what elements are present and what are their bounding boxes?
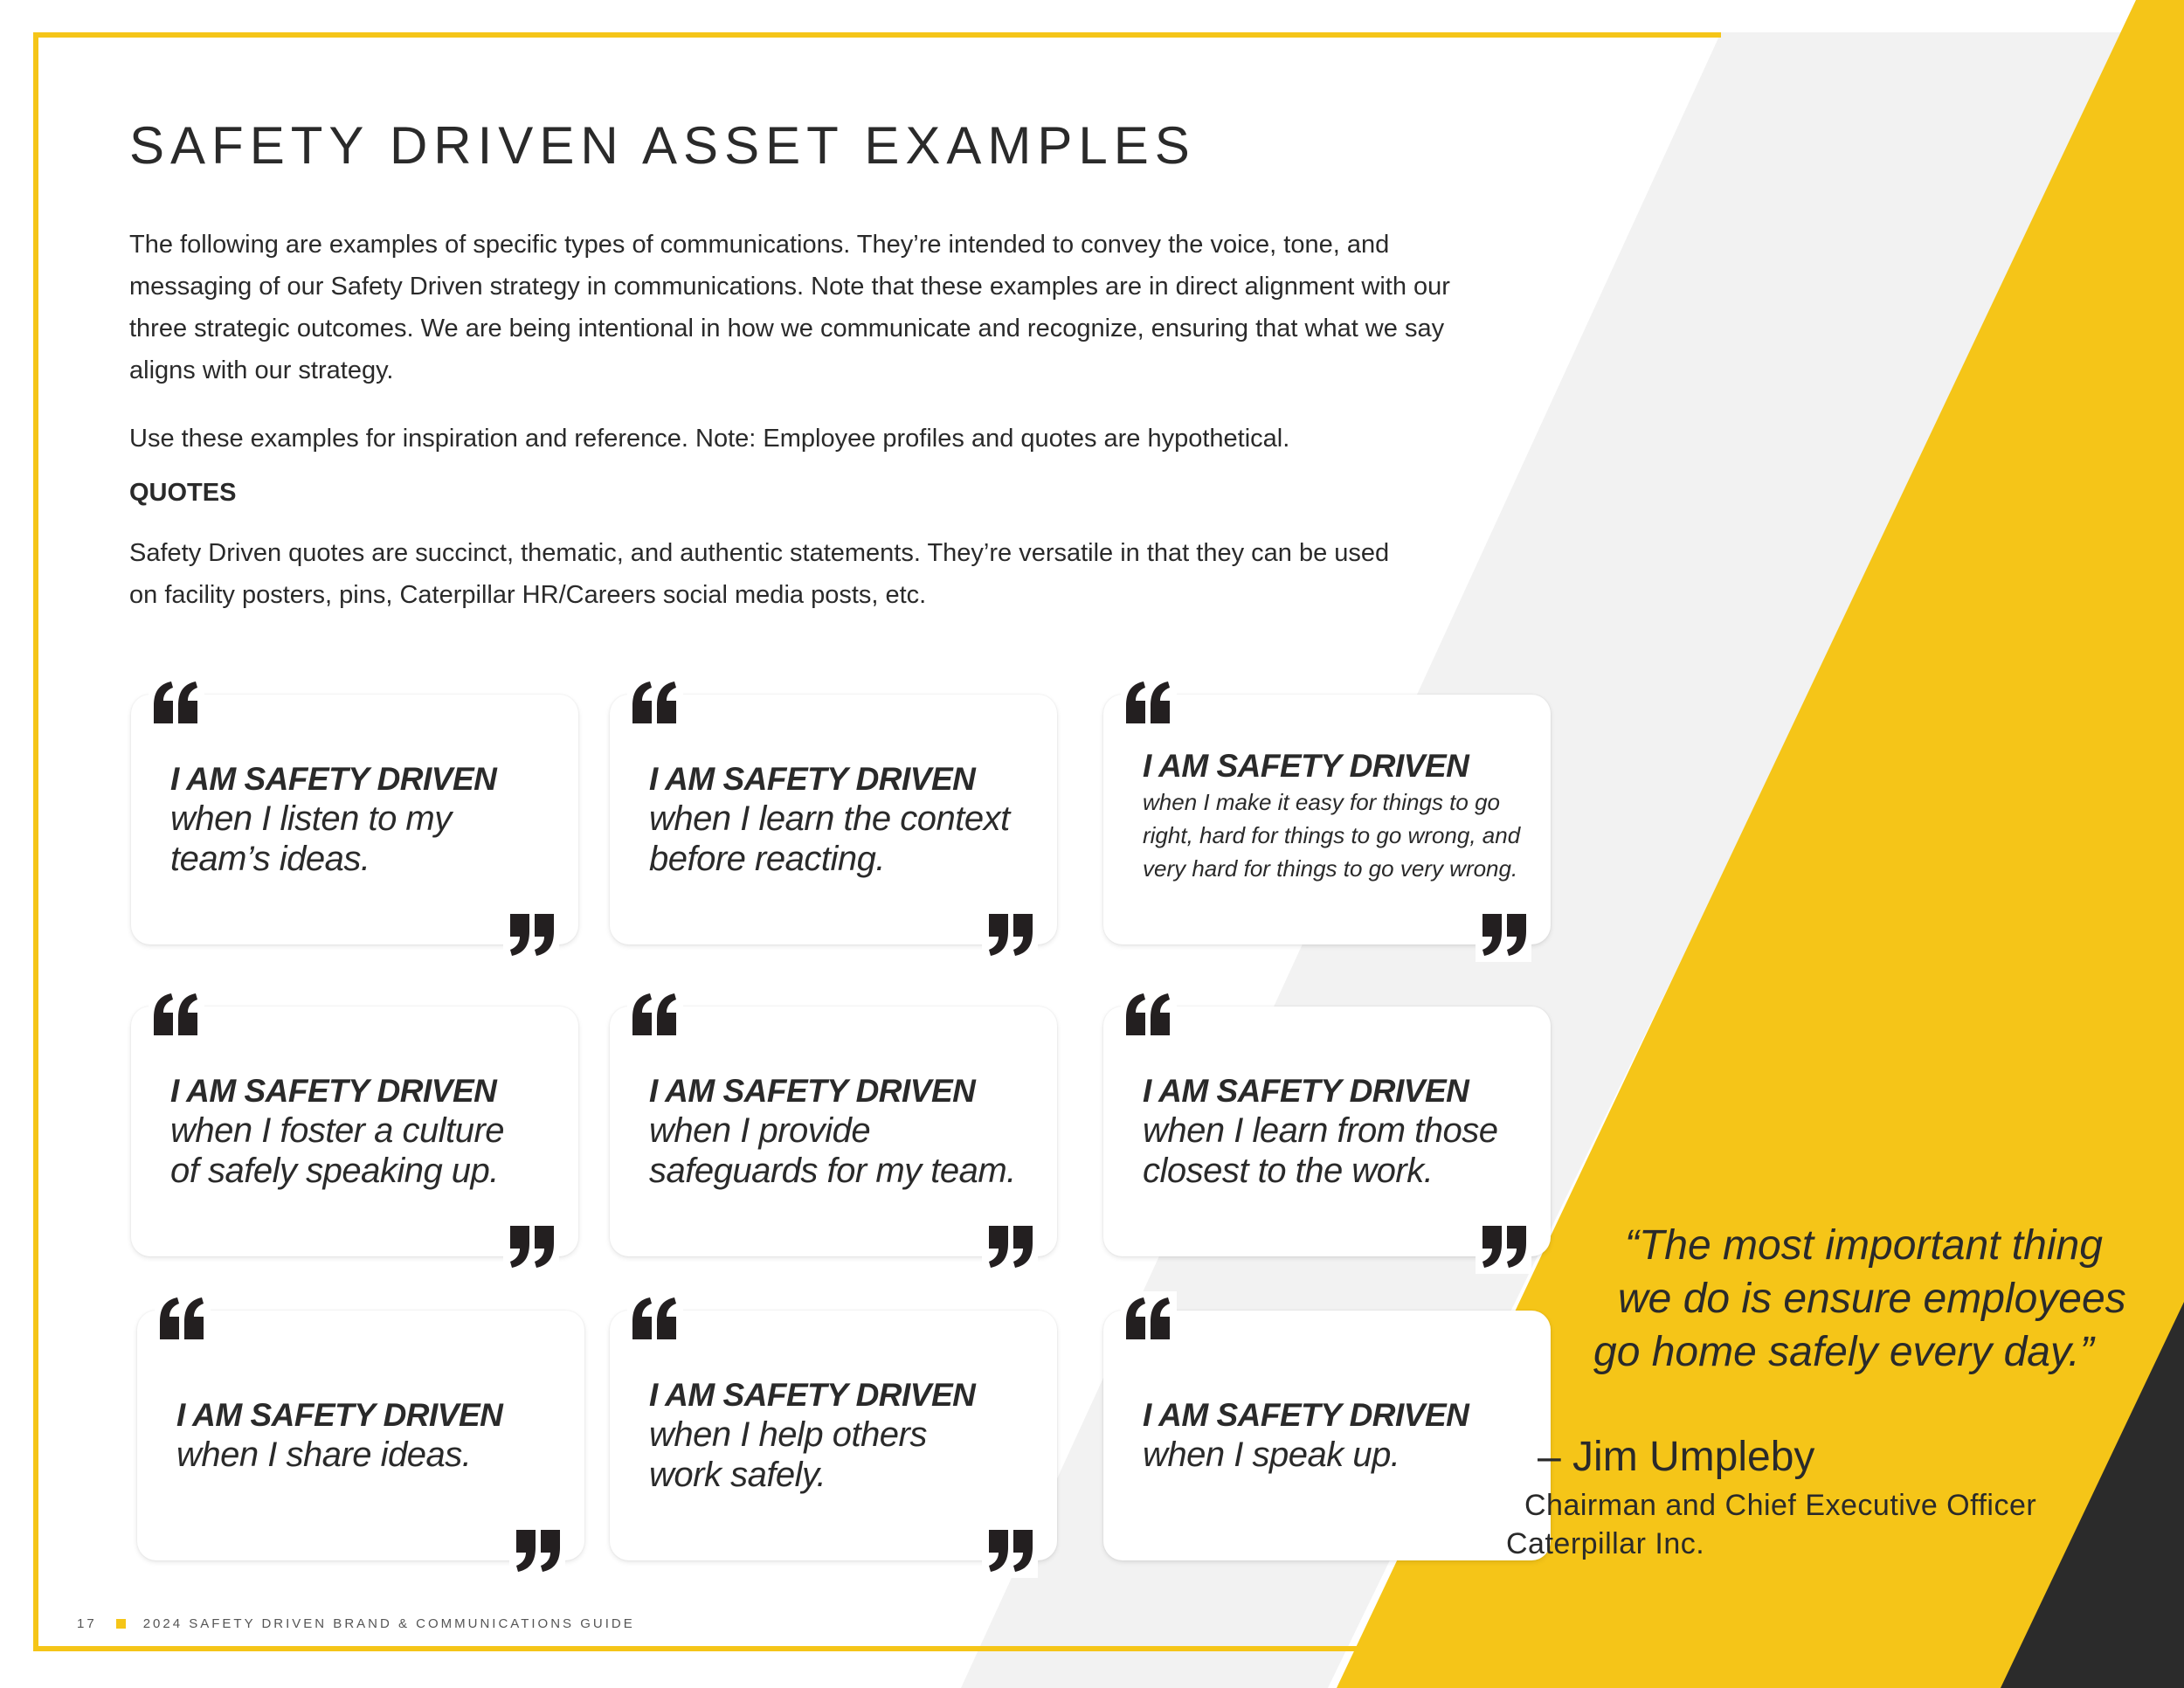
usage-note: Use these examples for inspiration and reference. Note: Employee profiles and quotes are hypothetical. [129, 425, 1290, 453]
quote-card-head: I AM SAFETY DRIVEN [1143, 1073, 1469, 1109]
quote-card-body: when I speak up. [1143, 1435, 1400, 1474]
footer-square-icon [116, 1619, 126, 1629]
quote-card-head: I AM SAFETY DRIVEN [176, 1397, 503, 1433]
close-quote-glyph [985, 1528, 1034, 1574]
quote-card-body: when I help others work safely. [649, 1415, 927, 1494]
intro-paragraph: The following are examples of specific types of communications. They’re intended to convey the voice, tone, and messaging of our Safety Driven strategy in communications. Note that these examples are in direct alignment with our three strategic outcomes. We are being intentional in how we communicate and recognize, ensuring that what we say aligns with our strategy. [129, 231, 1450, 384]
quote-card-text [176, 1311, 558, 1560]
quote-card-head: I AM SAFETY DRIVEN [1143, 1397, 1469, 1433]
quote-card-5 [610, 1007, 1057, 1256]
guide-name: 2024 SAFETY DRIVEN BRAND & COMMUNICATIONS GUIDE [142, 1616, 635, 1631]
close-quote-icon [982, 1220, 1038, 1274]
quote-card-head: I AM SAFETY DRIVEN [649, 1073, 976, 1109]
quote-card-head: I AM SAFETY DRIVEN [1143, 748, 1469, 784]
ceo-quote-line-1: “The most important thing [1625, 1222, 2103, 1269]
page-number: 17 [77, 1616, 97, 1631]
close-quote-glyph [507, 1224, 556, 1269]
quote-card-text [649, 1007, 1031, 1256]
ceo-title: Chairman and Chief Executive Officer [1524, 1489, 2037, 1522]
close-quote-glyph [985, 1224, 1034, 1269]
quote-card-body: when I learn the context before reacting. [649, 799, 1010, 878]
quote-card-text [649, 695, 1031, 944]
ceo-quote [1572, 1219, 2132, 1379]
close-quote-glyph [985, 912, 1034, 958]
footer [77, 1616, 635, 1631]
quotes-heading: QUOTES [129, 479, 237, 507]
quote-card-9 [1103, 1311, 1551, 1560]
quote-card-text [1143, 1007, 1524, 1256]
quote-card-body: when I provide safeguards for my team. [649, 1111, 1016, 1190]
close-quote-glyph [1479, 912, 1528, 958]
ceo-quote-line-2: we do is ensure employees [1618, 1276, 2126, 1322]
ceo-name: – Jim Umpleby [1538, 1434, 1815, 1480]
ceo-company: Caterpillar Inc. [1506, 1527, 1705, 1560]
quote-card-text [1143, 695, 1524, 944]
quote-card-head: I AM SAFETY DRIVEN [170, 1073, 497, 1109]
quote-card-text [649, 1311, 1031, 1560]
quote-card-body: when I make it easy for things to go right, hard for things to go wrong, and very hard for things to go very wrong. [1143, 789, 1521, 882]
quote-card-1 [131, 695, 578, 944]
quote-card-4 [131, 1007, 578, 1256]
quote-card-body: when I learn from those closest to the work. [1143, 1111, 1498, 1190]
close-quote-icon [982, 908, 1038, 962]
quote-card-2 [610, 695, 1057, 944]
quote-card-6 [1103, 1007, 1551, 1256]
close-quote-icon [1476, 908, 1531, 962]
quote-card-text [170, 695, 552, 944]
quote-card-head: I AM SAFETY DRIVEN [649, 1377, 976, 1413]
close-quote-icon [982, 1524, 1038, 1578]
quote-card-body: when I foster a culture of safely speaking up. [170, 1111, 505, 1190]
quote-card-text [1143, 1311, 1524, 1560]
close-quote-glyph [507, 912, 556, 958]
close-quote-icon [503, 908, 559, 962]
close-quote-icon [1476, 1220, 1531, 1274]
quote-card-body: when I listen to my team’s ideas. [170, 799, 452, 878]
quote-card-3 [1103, 695, 1551, 944]
quote-card-body: when I share ideas. [176, 1435, 472, 1474]
page-title: SAFETY DRIVEN ASSET EXAMPLES [129, 116, 1196, 175]
quote-card-7 [137, 1311, 584, 1560]
quotes-description: Safety Driven quotes are succinct, thematic, and authentic statements. They’re versatile in that they can be used on facility posters, pins, Caterpillar HR/Careers social media posts, etc. [129, 539, 1390, 609]
quote-card-text [170, 1007, 552, 1256]
quote-card-head: I AM SAFETY DRIVEN [649, 761, 976, 797]
quote-card-8 [610, 1311, 1057, 1560]
quote-card-head: I AM SAFETY DRIVEN [170, 761, 497, 797]
close-quote-glyph [1479, 1224, 1528, 1269]
ceo-quote-line-3: go home safely every day.” [1593, 1329, 2094, 1375]
close-quote-icon [503, 1220, 559, 1274]
close-quote-glyph [513, 1528, 562, 1574]
close-quote-icon [509, 1524, 565, 1578]
